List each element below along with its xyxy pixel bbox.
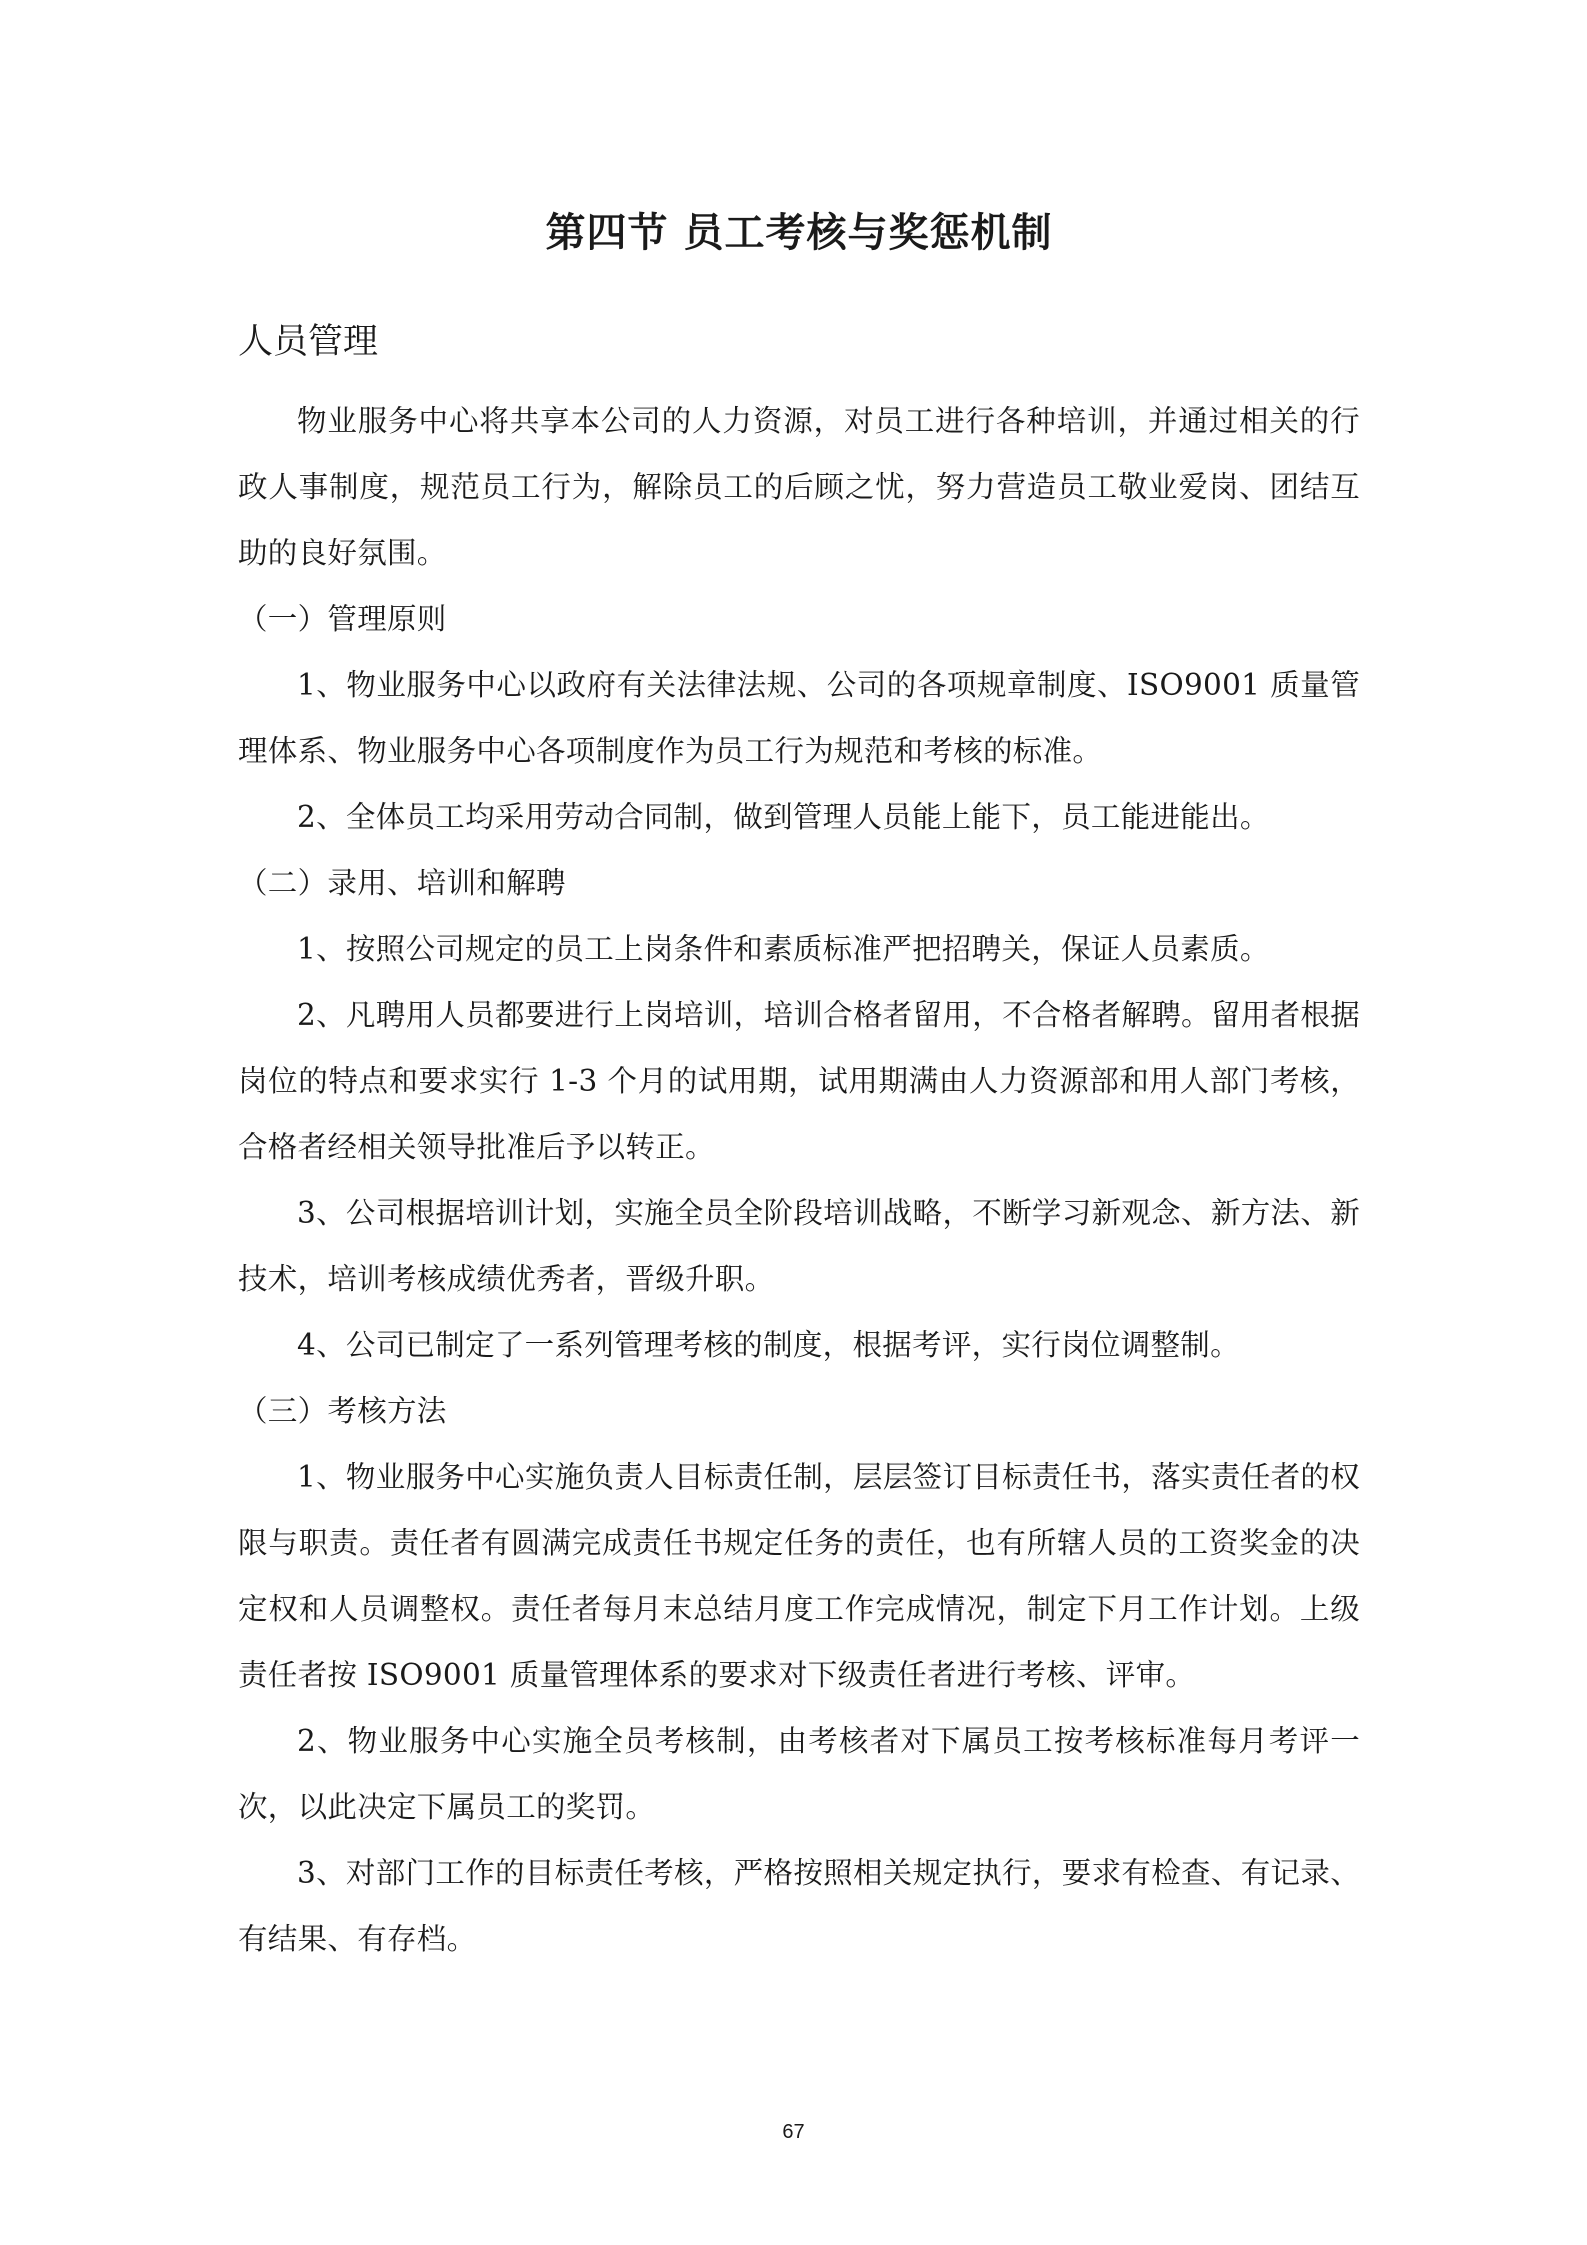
- page-number: 67: [782, 2121, 805, 2143]
- paragraph: 1、物业服务中心以政府有关法律法规、公司的各项规章制度、ISO9001 质量管理体系、物业服务中心各项制度作为员工行为规范和考核的标准。: [238, 668, 1360, 768]
- paragraph: 1、按照公司规定的员工上岗条件和素质标准严把招聘关，保证人员素质。: [297, 932, 1270, 966]
- paragraph: 2、全体员工均采用劳动合同制，做到管理人员能上能下，员工能进能出。: [297, 800, 1270, 834]
- paragraph: 3、公司根据培训计划，实施全员全阶段培训战略，不断学习新观念、新方法、新技术，培训考核成绩优秀者，晋级升职。: [238, 1196, 1360, 1296]
- paragraph: 3、对部门工作的目标责任考核，严格按照相关规定执行，要求有检查、有记录、有结果、有存档。: [238, 1856, 1360, 1956]
- subheading: （三）考核方法: [238, 1394, 447, 1428]
- paragraph: 1、物业服务中心实施负责人目标责任制，层层签订目标责任书，落实责任者的权限与职责。责任者有圆满完成责任书规定任务的责任，也有所辖人员的工资奖金的决定权和人员调整权。责任者每月末总结月度工作完成情况，制定下月工作计划。上级责任者按 ISO9001 质量管理体系的要求对下级责任者进行考核、评审。: [238, 1460, 1360, 1692]
- paragraph: 2、凡聘用人员都要进行上岗培训，培训合格者留用，不合格者解聘。留用者根据岗位的特点和要求实行 1-3 个月的试用期，试用期满由人力资源部和用人部门考核，合格者经相关领导批准后予以转正。: [238, 998, 1360, 1164]
- paragraph: 4、公司已制定了一系列管理考核的制度，根据考评，实行岗位调整制。: [297, 1328, 1240, 1362]
- section-heading: 人员管理: [238, 322, 379, 362]
- paragraph: 物业服务中心将共享本公司的人力资源，对员工进行各种培训，并通过相关的行政人事制度，规范员工行为，解除员工的后顾之忧，努力营造员工敬业爱岗、团结互助的良好氛围。: [238, 404, 1360, 570]
- paragraph: 2、物业服务中心实施全员考核制，由考核者对下属员工按考核标准每月考评一次，以此决定下属员工的奖罚。: [238, 1724, 1360, 1824]
- subheading: （二）录用、培训和解聘: [238, 866, 566, 900]
- subheading: （一）管理原则: [238, 602, 447, 636]
- page-title: 第四节 员工考核与奖惩机制: [545, 210, 1053, 256]
- document-body: [238, 388, 1360, 1972]
